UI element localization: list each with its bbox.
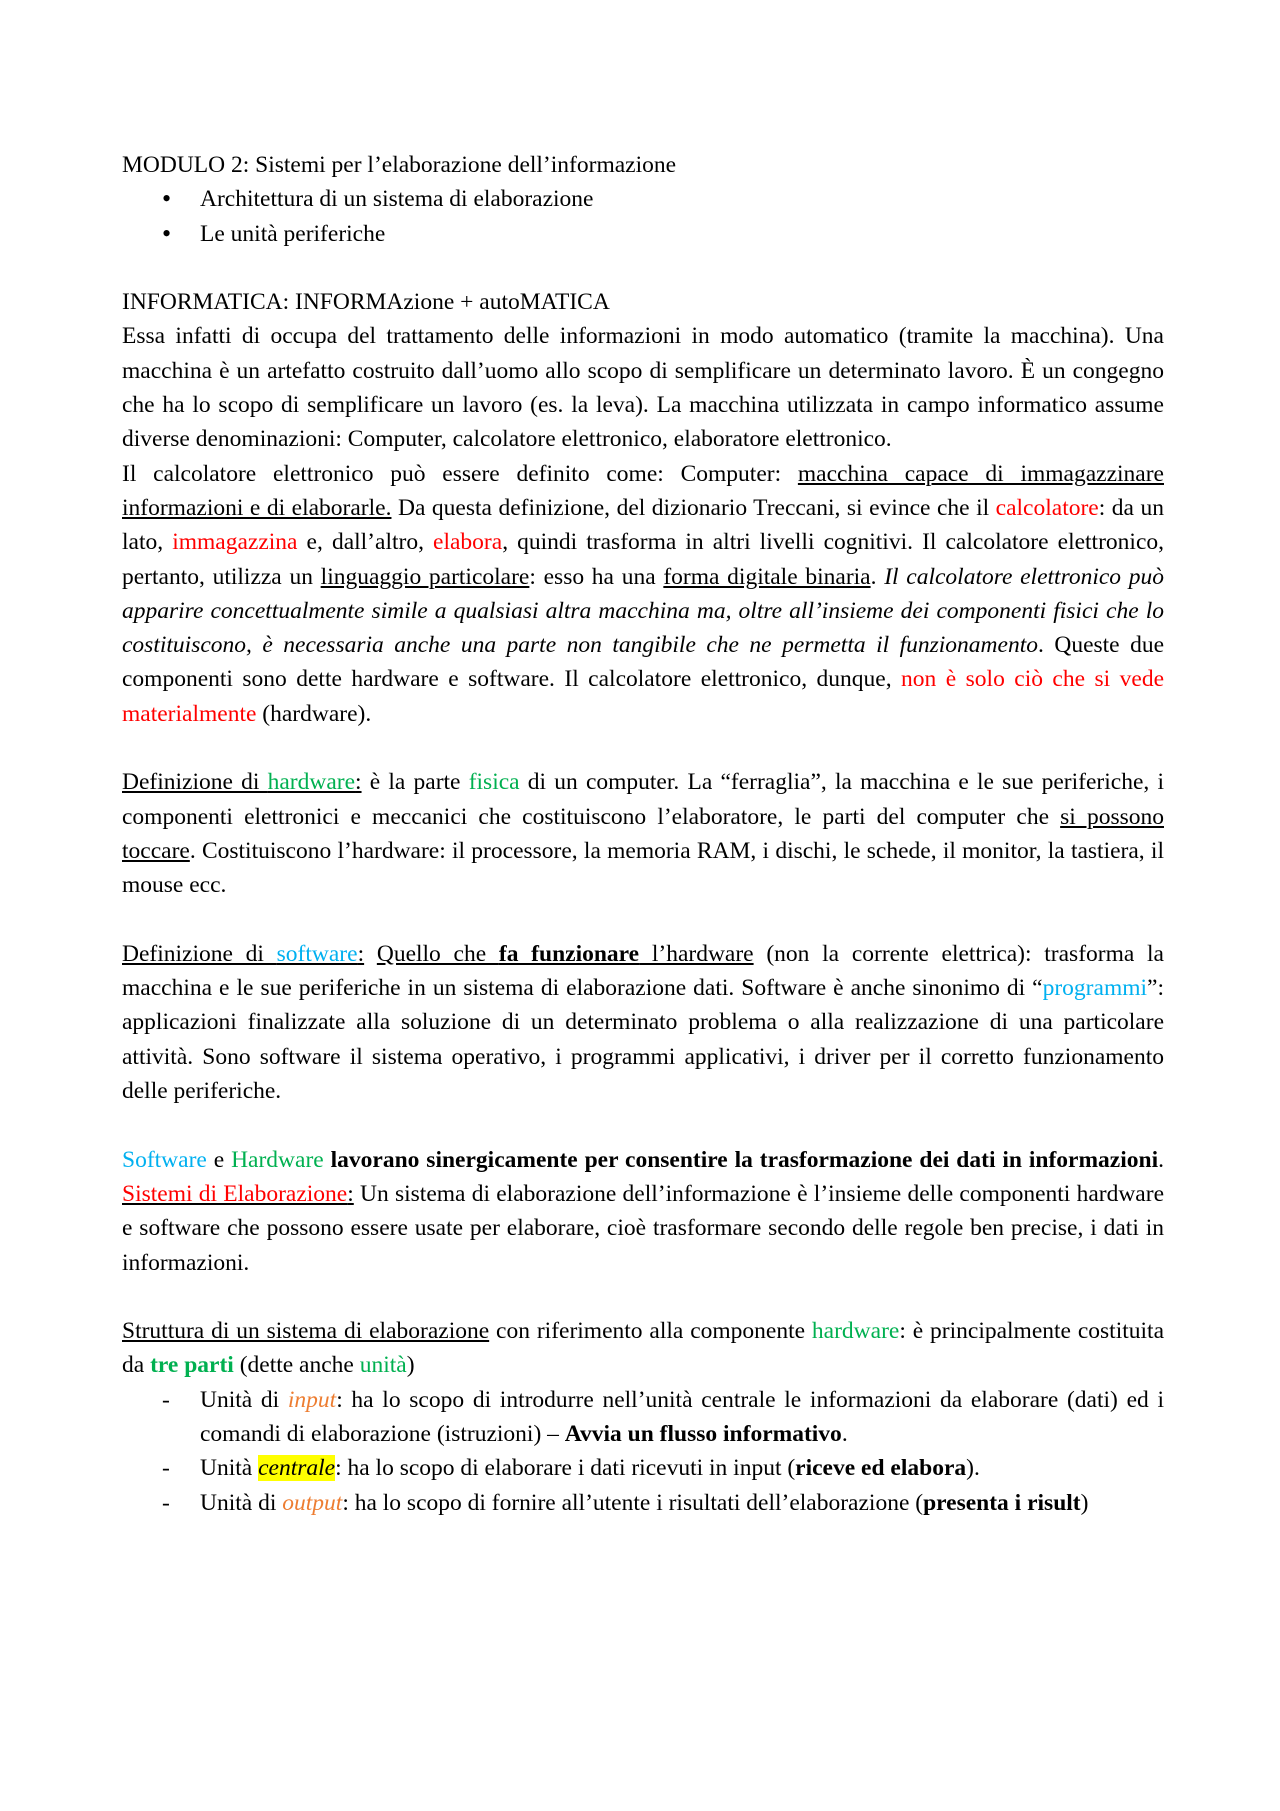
synergy-paragraph: Software e Hardware lavorano sinergicamente per consentire la trasformazione dei dati in informazioni. Sistemi di Elaborazione: Un sistema di elaborazione dell’informazione è l’insieme delle componenti hardware e software che possono essere usate per elaborare, cioè trasformare secondo delle regole ben precise, i dati in informazioni.	[122, 1146, 1164, 1276]
keyword-hardware: hardware	[811, 1318, 900, 1345]
informatica-heading: INFORMATICA: INFORMAzione + autoMATICA	[122, 289, 610, 316]
structure-label: Struttura di un sistema di elaborazione	[122, 1318, 490, 1345]
computer-definition: macchina capace di immagazzinare informazioni e di elaborarle.	[122, 460, 1164, 521]
keyword-tre-parti: tre parti	[150, 1352, 234, 1379]
blank-line	[122, 1108, 1164, 1142]
synergy-statement: lavorano sinergicamente per consentire la trasformazione dei dati in informazioni	[330, 1146, 1159, 1173]
structure-paragraph: Struttura di un sistema di elaborazione con riferimento alla componente hardware: è principalmente costituita da tre parti (dette anche unità)	[122, 1318, 1165, 1379]
blank-line	[122, 1280, 1164, 1314]
hardware-label: Definizione di hardware:	[122, 769, 362, 796]
keyword-calcolatore: calcolatore	[995, 494, 1099, 521]
module-title: MODULO 2: Sistemi per l’elaborazione dell’informazione	[122, 152, 677, 178]
unit-output-item: - Unità di output: ha lo scopo di fornire all’utente i risultati dell’elaborazione (presenta i risult)	[162, 1489, 1089, 1516]
keyword-output: output	[282, 1489, 343, 1516]
italic-sentence: Il calcolatore elettronico può apparire concettualmente simile a qualsiasi altra macchina ma, oltre all’insieme dei componenti fisici che lo costituiscono, è necessaria anche una parte non tangibile che ne permetta il funzionamento	[122, 563, 1165, 659]
keyword-toccare: si possono toccare	[122, 803, 1164, 864]
keyword-forma-digitale: forma digitale binaria	[663, 563, 871, 590]
keyword-programmi: programmi	[1042, 975, 1148, 1002]
unit-input-item: - Unità di input: ha lo scopo di introdurre nell’unità centrale le informazioni da elaborare (dati) ed i comandi di elaborazione (istruzioni) – Avvia un flusso informativo.	[162, 1386, 1164, 1447]
blank-line	[122, 251, 1164, 285]
hardware-definition: Definizione di hardware: è la parte fisica di un computer. La “ferraglia”, la macchina e le sue periferiche, i componenti elettronici e meccanici che costituiscono l’elaboratore, le parti del computer che si possono toccare. Costituiscono l’hardware: il processore, la memoria RAM, i dischi, le schede, il monitor, la tastiera, il mouse ecc.	[122, 769, 1164, 899]
keyword-fa-funzionare: Quello che fa funzionare l’hardware	[376, 940, 754, 967]
keyword-non-solo: non è solo ciò che si vede materialmente	[122, 666, 1164, 727]
software-definition: Definizione di software: Quello che fa funzionare l’hardware (non la corrente elettrica): trasforma la macchina e le sue periferiche in un sistema di elaborazione dati. Software è anche sinonimo di “programmi”: applicazioni finalizzate alla soluzione di un determinato problema o alla realizzazione di una particolare attività. Sono software il sistema operativo, i programmi applicativi, i driver per il corretto funzionamento delle periferiche.	[122, 940, 1164, 1105]
keyword-hardware: Hardware	[231, 1146, 324, 1173]
keyword-fisica: fisica	[468, 769, 520, 796]
units-list	[122, 1383, 1164, 1520]
keyword-input: input	[287, 1386, 337, 1413]
blank-line	[122, 731, 1164, 765]
keyword-linguaggio: linguaggio particolare	[320, 563, 530, 590]
unit-central-item: - Unità centrale: ha lo scopo di elaborare i dati ricevuti in input (riceve ed elabora).	[162, 1455, 980, 1482]
module-topics-list	[122, 182, 1164, 251]
keyword-elabora: elabora	[433, 529, 503, 556]
bullet-item: • Le unità periferiche	[122, 217, 1164, 251]
blank-line	[122, 903, 1164, 937]
sistemi-label: Sistemi di Elaborazione:	[122, 1180, 354, 1207]
keyword-immagazzina: immagazzina	[172, 529, 298, 556]
keyword-unita: unità	[359, 1352, 407, 1379]
bullet-item: • Architettura di un sistema di elaborazione	[122, 182, 1164, 216]
keyword-software: Software	[122, 1146, 207, 1173]
intro-paragraph-1: Essa infatti di occupa del trattamento delle informazioni in modo automatico (tramite la macchina). Una macchina è un artefatto costruito dall’uomo allo scopo di semplificare un determinato lavoro. È un congegno che ha lo scopo di semplificare un lavoro (es. la leva). La macchina utilizzata in campo informatico assume diverse denominazioni: Computer, calcolatore elettronico, elaboratore elettronico.	[122, 323, 1164, 453]
keyword-centrale: centrale	[258, 1455, 336, 1482]
software-label: Definizione di software:	[122, 940, 365, 967]
intro-paragraph-2: Il calcolatore elettronico può essere definito come: Computer: macchina capace di immagazzinare informazioni e di elaborarle. Da questa definizione, del dizionario Treccani, si evince che il calcolatore: da un lato, immagazzina e, dall’altro, elabora, quindi trasforma in altri livelli cognitivi. Il calcolatore elettronico, pertanto, utilizza un linguaggio particolare: esso ha una forma digitale binaria. Il calcolatore elettronico può apparire concettualmente simile a qualsiasi altra macchina ma, oltre all’insieme dei componenti fisici che lo costituiscono, è necessaria anche una parte non tangibile che ne permetta il funzionamento. Queste due componenti sono dette hardware e software. Il calcolatore elettronico, dunque, non è solo ciò che si vede materialmente (hardware).	[122, 460, 1165, 727]
